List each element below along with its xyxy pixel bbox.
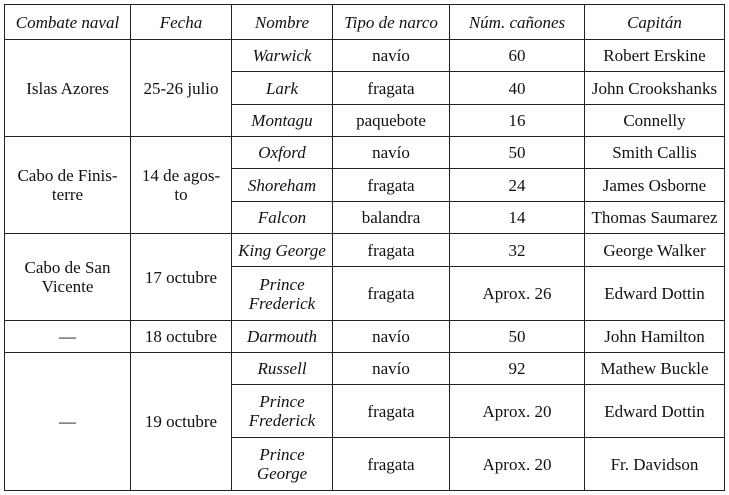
combate-cell: —: [5, 353, 131, 491]
tipo-cell: fragata: [333, 438, 450, 491]
capitan-cell: George Walker: [585, 234, 725, 267]
capitan-cell: Smith Callis: [585, 137, 725, 169]
nombre-cell: Russell: [232, 353, 333, 385]
header-capitan: Capitán: [585, 5, 725, 40]
header-fecha: Fecha: [131, 5, 232, 40]
header-nombre: Nombre: [232, 5, 333, 40]
tipo-cell: navío: [333, 40, 450, 72]
capitan-cell: Thomas Saumarez: [585, 202, 725, 234]
capitan-cell: James Osborne: [585, 169, 725, 202]
tipo-cell: fragata: [333, 267, 450, 321]
canones-cell: Aprox. 20: [450, 438, 585, 491]
tipo-cell: fragata: [333, 72, 450, 105]
capitan-cell: Fr. Davidson: [585, 438, 725, 491]
canones-cell: 16: [450, 105, 585, 137]
nombre-cell: Montagu: [232, 105, 333, 137]
table-row: [5, 137, 725, 169]
nombre-cell: Oxford: [232, 137, 333, 169]
nombre-cell: Warwick: [232, 40, 333, 72]
tipo-cell: fragata: [333, 234, 450, 267]
nombre-cell: Prince George: [232, 438, 333, 491]
canones-cell: Aprox. 20: [450, 385, 585, 438]
canones-cell: 32: [450, 234, 585, 267]
combate-cell: Islas Azores: [5, 40, 131, 137]
canones-cell: 24: [450, 169, 585, 202]
tipo-cell: navío: [333, 353, 450, 385]
tipo-cell: navío: [333, 137, 450, 169]
nombre-cell: Falcon: [232, 202, 333, 234]
nombre-cell: Prince Frederick: [232, 385, 333, 438]
tipo-cell: balandra: [333, 202, 450, 234]
naval-combat-table: [4, 4, 725, 491]
nombre-cell: Prince Frederick: [232, 267, 333, 321]
header-combate-naval: Combate naval: [5, 5, 131, 40]
header-row: [5, 5, 725, 40]
canones-cell: 50: [450, 321, 585, 353]
header-canones: Núm. cañones: [450, 5, 585, 40]
table-row: [5, 321, 725, 353]
canones-cell: 40: [450, 72, 585, 105]
nombre-cell: Shoreham: [232, 169, 333, 202]
nombre-cell: Darmouth: [232, 321, 333, 353]
fecha-cell: 19 octubre: [131, 353, 232, 491]
nombre-cell: King George: [232, 234, 333, 267]
fecha-cell: 25-26 julio: [131, 40, 232, 137]
capitan-cell: Robert Erskine: [585, 40, 725, 72]
header-tipo: Tipo de narco: [333, 5, 450, 40]
canones-cell: 14: [450, 202, 585, 234]
canones-cell: 60: [450, 40, 585, 72]
capitan-cell: Mathew Buckle: [585, 353, 725, 385]
tipo-cell: paquebote: [333, 105, 450, 137]
capitan-cell: Connelly: [585, 105, 725, 137]
tipo-cell: fragata: [333, 385, 450, 438]
canones-cell: Aprox. 26: [450, 267, 585, 321]
canones-cell: 92: [450, 353, 585, 385]
table-row: [5, 40, 725, 72]
capitan-cell: John Crookshanks: [585, 72, 725, 105]
fecha-cell: 14 de agos- to: [131, 137, 232, 234]
tipo-cell: navío: [333, 321, 450, 353]
table-row: [5, 234, 725, 267]
fecha-cell: 17 octubre: [131, 234, 232, 321]
capitan-cell: John Hamilton: [585, 321, 725, 353]
canones-cell: 50: [450, 137, 585, 169]
tipo-cell: fragata: [333, 169, 450, 202]
capitan-cell: Edward Dottin: [585, 385, 725, 438]
combate-cell: —: [5, 321, 131, 353]
table-row: [5, 353, 725, 385]
combate-cell: Cabo de San Vicente: [5, 234, 131, 321]
nombre-cell: Lark: [232, 72, 333, 105]
fecha-cell: 18 octubre: [131, 321, 232, 353]
combate-cell: Cabo de Finis- terre: [5, 137, 131, 234]
capitan-cell: Edward Dottin: [585, 267, 725, 321]
